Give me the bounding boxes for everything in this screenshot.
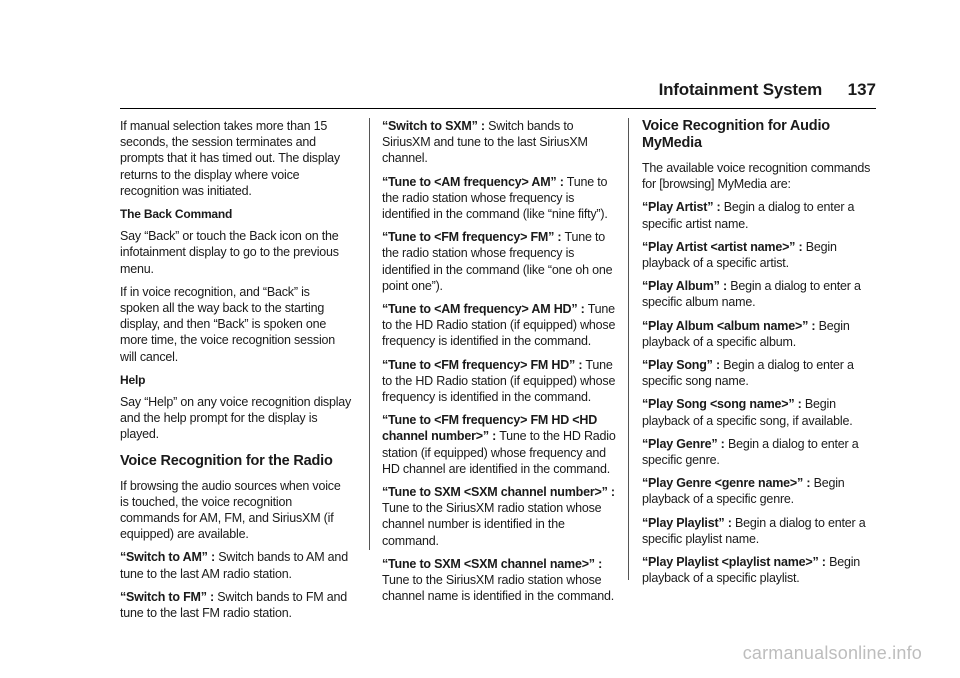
radio-section-heading: Voice Recognition for the Radio xyxy=(120,452,333,469)
command-entry xyxy=(642,199,878,231)
command-description: Switch bands to FM and tune to the last FM radio station. xyxy=(120,589,347,621)
command-entry xyxy=(642,475,878,507)
paragraph-radio-intro: If browsing the audio sources when voice is touched, the voice recognition commands for AM, FM, and SiriusXM (if equipped) are available. xyxy=(120,478,341,542)
command-label: “Switch to FM” : xyxy=(120,589,215,604)
command-description: Begin playback of a specific genre. xyxy=(642,476,845,507)
command-description: Begin a dialog to enter a specific genre. xyxy=(642,436,859,468)
command-label: “Tune to <AM frequency> AM” : xyxy=(382,174,564,189)
command-description: Begin playback of a specific album. xyxy=(642,318,850,349)
command-description: Tune to the HD Radio station (if equipped) whose frequency and HD channel are identified in the command. xyxy=(382,429,616,476)
column-divider-2 xyxy=(628,118,629,580)
column-2 xyxy=(382,118,616,611)
column-1 xyxy=(120,118,352,628)
command-label: “Play Album <album name>” : xyxy=(642,318,816,333)
column-3 xyxy=(642,118,878,593)
command-label: “Play Artist <artist name>” : xyxy=(642,239,803,254)
command-entry xyxy=(642,396,878,428)
command-description: Begin playback of a specific artist. xyxy=(642,239,837,271)
command-entry xyxy=(642,357,878,389)
paragraph-back-1: Say “Back” or touch the Back icon on the infotainment display to go to the previous menu. xyxy=(120,229,339,276)
command-description: Tune to the SiriusXM radio station whose channel name is identified in the command. xyxy=(382,573,615,604)
mymedia-section-heading: Voice Recognition for Audio MyMedia xyxy=(642,118,830,151)
command-entry xyxy=(382,357,616,406)
command-description: Begin a dialog to enter a specific artist name. xyxy=(642,200,855,231)
command-label: “Tune to <AM frequency> AM HD” : xyxy=(382,302,585,317)
command-entry xyxy=(382,301,616,350)
command-label: “Tune to SXM <SXM channel name>” : xyxy=(382,556,603,571)
command-entry xyxy=(642,554,878,586)
paragraph-help: Say “Help” on any voice recognition display and the help prompt for the display is played. xyxy=(120,395,352,442)
command-entry xyxy=(120,589,352,621)
command-entry xyxy=(382,229,616,294)
command-entry xyxy=(382,412,616,477)
command-entry xyxy=(382,556,616,605)
command-label: “Play Album” : xyxy=(642,279,727,294)
command-label: “Tune to <FM frequency> FM HD” : xyxy=(382,357,583,372)
command-label: “Switch to AM” : xyxy=(120,550,215,565)
command-label: “Play Playlist” : xyxy=(642,515,732,530)
command-description: Tune to the HD Radio station (if equipped) whose frequency is identified in the command. xyxy=(382,357,616,405)
running-title: Infotainment System xyxy=(658,80,822,99)
paragraph-back-2: If in voice recognition, and “Back” is spoken all the way back to the starting display, and then “Back” is spoken one more time, the voice recognition session will cancel. xyxy=(120,284,336,364)
command-description: Tune to the radio station whose frequency is identified in the command (like “nine fifty”). xyxy=(382,174,608,222)
command-entry xyxy=(642,436,878,468)
back-command-heading: The Back Command xyxy=(120,207,233,222)
command-description: Begin a dialog to enter a specific album name. xyxy=(642,279,861,310)
command-description: Tune to the radio station whose frequency is identified in the command (like “one oh one point one”). xyxy=(382,230,613,293)
command-entry xyxy=(642,239,878,271)
command-entry xyxy=(120,549,352,581)
command-label: “Tune to <FM frequency> FM” : xyxy=(382,230,562,245)
command-label: “Play Song <song name>” : xyxy=(642,397,802,412)
command-description: Begin playback of a specific playlist. xyxy=(642,555,861,586)
command-entry xyxy=(642,515,878,547)
command-entry xyxy=(382,174,616,223)
command-entry xyxy=(382,484,616,549)
command-label: “Switch to SXM” : xyxy=(382,119,485,133)
watermark[interactable]: carmanualsonline.info xyxy=(742,643,922,663)
command-label: “Play Genre” : xyxy=(642,436,725,451)
page-number: 137 xyxy=(847,80,876,99)
command-entry xyxy=(382,118,616,167)
command-label: “Play Genre <genre name>” : xyxy=(642,476,811,491)
command-label: “Play Song” : xyxy=(642,358,720,373)
column-divider-1 xyxy=(369,118,370,550)
command-label: “Play Artist” : xyxy=(642,200,721,215)
command-description: Switch bands to AM and tune to the last AM radio station. xyxy=(120,550,348,581)
command-label: “Tune to SXM <SXM channel number>” : xyxy=(382,485,615,500)
command-label: “Tune to <FM frequency> FM HD <HD channel number>” : xyxy=(382,413,598,444)
command-description: Tune to the SiriusXM radio station whose channel number is identified in the command. xyxy=(382,501,602,548)
command-description: Begin a dialog to enter a specific song name. xyxy=(642,358,854,389)
command-description: Begin playback of a specific song, if available. xyxy=(642,397,853,428)
command-entry xyxy=(642,278,878,310)
command-label: “Play Playlist <playlist name>” : xyxy=(642,555,826,570)
paragraph-timeout: If manual selection takes more than 15 seconds, the session terminates and prompts that it has timed out. The display returns to the display where voice recognition was initiated. xyxy=(120,119,340,198)
command-description: Tune to the HD Radio station (if equipped) whose frequency is identified in the command. xyxy=(382,302,616,349)
command-description: Begin a dialog to enter a specific playlist name. xyxy=(642,515,866,546)
help-heading: Help xyxy=(120,372,146,387)
paragraph-mymedia-intro: The available voice recognition commands for [browsing] MyMedia are: xyxy=(642,161,871,192)
header-rule xyxy=(120,108,876,109)
command-description: Switch bands to SiriusXM and tune to the last SiriusXM channel. xyxy=(382,119,588,166)
command-entry xyxy=(642,318,878,350)
